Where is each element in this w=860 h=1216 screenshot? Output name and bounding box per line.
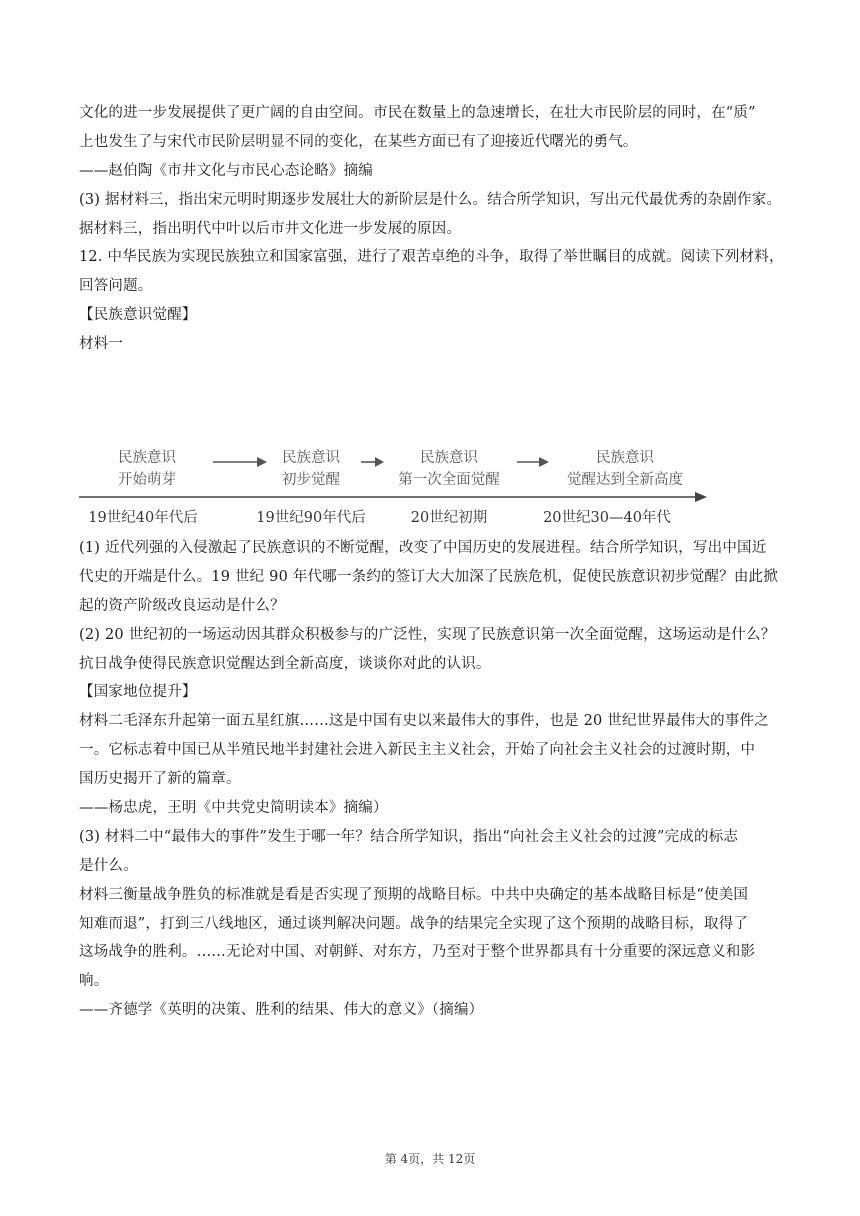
stage-2-line2: 初步觉醒 [282,472,340,488]
text-line: 知难而退”，打到三八线地区，通过谈判解决问题。战争的结果完全实现了这个预期的战略目标，取得了 [79,915,749,932]
text-line: 据材料三，指出明代中叶以后市井文化进一步发展的原因。 [79,220,462,237]
question-3b: (3) 材料二中“最伟大的事件”发生于哪一年？结合所学知识，指出“向社会主义社会的过渡”完成的标志 [79,828,739,845]
arrow-3-head [539,457,549,467]
text-top [79,103,785,363]
stage-4-line2: 觉醒达到全新高度 [567,472,683,488]
question-2: (2) 20 世纪初的一场运动因其群众积极参与的广泛性，实现了民族意识第一次全面觉醒，这场运动是什么？ [79,626,776,643]
question-3: (3) 据材料三，指出宋元明时期逐步发展壮大的新阶层是什么。结合所学知识，写出元代最优秀的杂剧作家。 [79,191,782,208]
stage-1-date: 19世纪40年代后 [88,510,198,526]
text-line: 这场战争的胜利。……无论对中国、对朝鲜、对东方，乃至对于整个世界都具有十分重要的深远意义和影 [79,944,756,961]
citation: ——赵伯陶《市井文化与市民心态论略》摘编 [79,162,373,179]
arrow-2-head [375,457,384,467]
text-line: 国历史揭开了新的篇章。 [79,771,241,788]
text-line: 抗日战争使得民族意识觉醒达到全新高度，谈谈你对此的认识。 [79,655,491,672]
stage-2-date: 19世纪90年代后 [256,510,366,526]
stage-1-line2: 开始萌芽 [118,472,176,488]
text-line: 响。 [79,973,109,990]
text-line: 代史的开端是什么。19 世纪 90 年代哪一条约的签订大大加深了民族危机，促使民族意识初步觉醒？由此掀 [79,568,778,585]
stage-3-line2: 第一次全面觉醒 [398,472,500,488]
stage-3-line1: 民族意识 [420,450,478,466]
text-line: 起的资产阶级改良运动是什么？ [79,597,285,614]
material-label: 材料一 [79,336,124,353]
text-bottom [79,538,785,1029]
section-heading: 【国家地位提升】 [79,684,197,701]
stage-4-line1: 民族意识 [596,450,654,466]
text-line: 上也发生了与宋代市民阶层明显不同的变化，在某些方面已有了迎接近代曙光的勇气。 [79,133,638,150]
text-line: 一。它标志着中国已从半殖民地半封建社会进入新民主主义社会，开始了向社会主义社会的过渡时期，中 [79,742,756,759]
citation: ——齐德学《英明的决策、胜利的结果、伟大的意义》（摘编） [79,1002,484,1019]
material-3: 材料三衡量战争胜负的标准就是看是否实现了预期的战略目标。中共中央确定的基本战略目标是“使美国 [79,886,749,903]
stage-1-line1: 民族意识 [118,450,176,466]
material-2: 材料二毛泽东升起第一面五星红旗……这是中国有史以来最伟大的事件，也是 20 世纪世界最伟大的事件之 [79,713,769,730]
stage-4-date: 20世纪30—40年代 [543,510,671,526]
text-line: 是什么。 [79,857,138,874]
stage-3-date: 20世纪初期 [410,510,488,526]
question-1: (1) 近代列强的入侵激起了民族意识的不断觉醒，改变了中国历史的发展进程。结合所学知识，写出中国近 [79,540,767,556]
timeline-figure [79,442,719,532]
text-line: 文化的进一步发展提供了更广阔的自由空间。市民在数量上的急速增长，在壮大市民阶层的同时，在“质” [79,105,756,121]
arrow-1-head [257,457,267,467]
stage-2-line1: 民族意识 [282,450,340,466]
section-heading: 【民族意识觉醒】 [79,307,197,324]
page-footer: 第 4页，共 12页 [384,1152,476,1166]
timeline-axis-head [695,492,707,502]
text-line: 回答问题。 [79,278,153,295]
question-12: 12. 中华民族为实现民族独立和国家富强，进行了艰苦卓绝的斗争，取得了举世瞩目的成就。阅读下列材料， [79,249,784,266]
citation: ——杨忠虎，王明《中共党史简明读本》摘编） [79,800,388,817]
